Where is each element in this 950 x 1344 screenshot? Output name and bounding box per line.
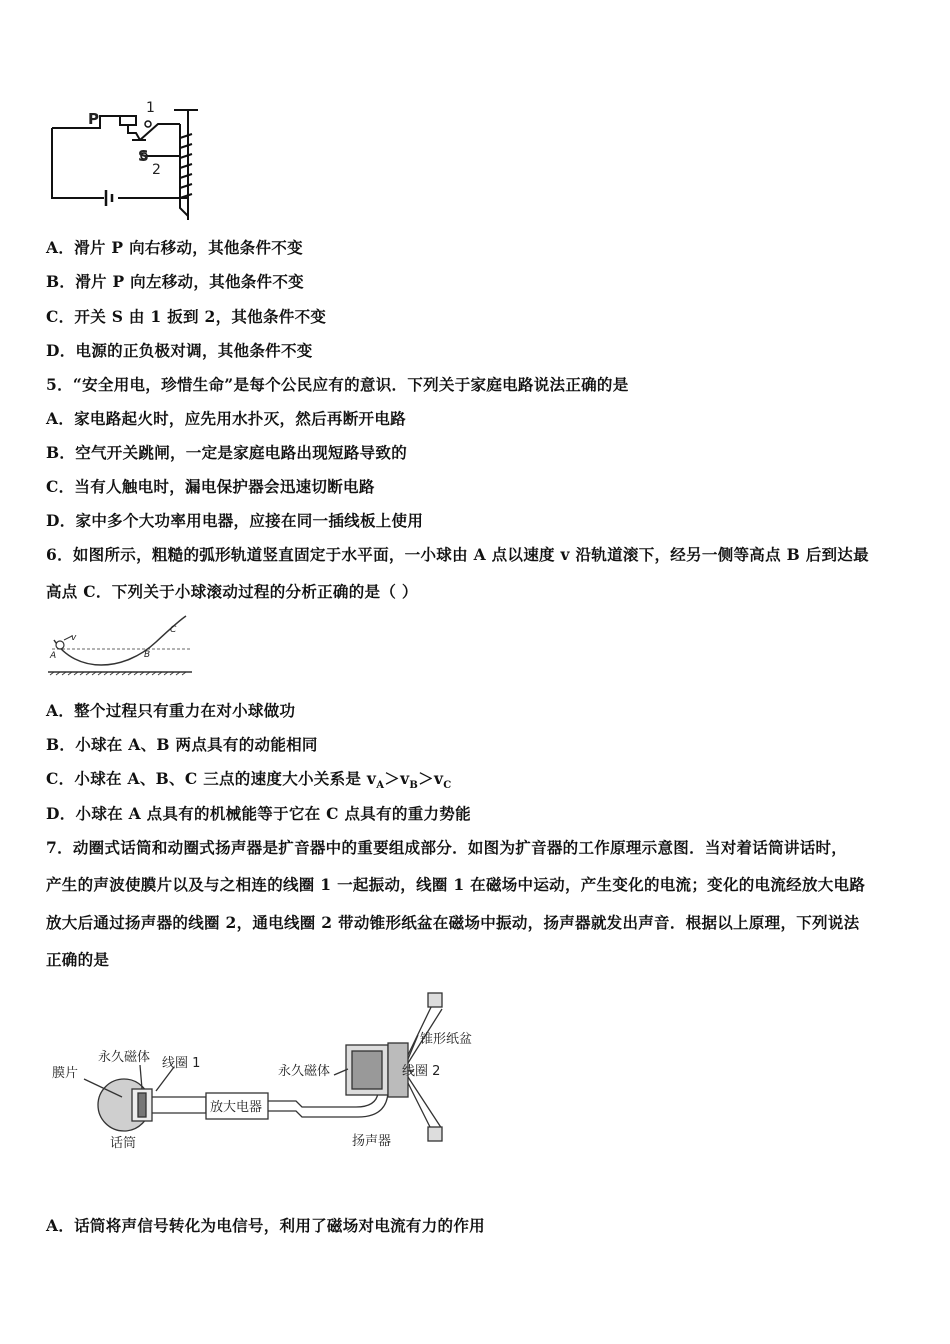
pos2-label: 2 xyxy=(152,162,161,178)
q6-gt2: ＞v xyxy=(418,769,444,788)
track-figure xyxy=(46,612,196,682)
point-b-label: B xyxy=(144,650,151,660)
q6-gt1: ＞v xyxy=(384,769,410,788)
s-label: S xyxy=(138,147,149,165)
q6-option-b: B．小球在 A、B 两点具有的动能相同 xyxy=(46,735,318,754)
q6-sub-b: B xyxy=(409,780,419,792)
speaker-label: 扬声器 xyxy=(352,1134,392,1149)
q7-stem-line2: 产生的声波使膜片以及与之相连的线圈 1 一起振动，线圈 1 在磁场中运动，产生变化的电流；变化的电流经放大电路 xyxy=(46,875,866,894)
magnet2-label: 永久磁体 xyxy=(278,1064,331,1079)
q6-sub-c: C xyxy=(443,780,452,792)
q5-option-a: A．家电路起火时，应先用水扑灭，然后再断开电路 xyxy=(46,409,406,428)
q7-stem-line3: 放大后通过扬声器的线圈 2，通电线圈 2 带动锥形纸盆在磁场中振动，扬声器就发出声音．根据以上原理，下列说法 xyxy=(46,913,860,932)
coil1-label: 线圈 1 xyxy=(162,1056,201,1071)
point-a-label: A xyxy=(50,651,57,661)
q6-option-d: D．小球在 A 点具有的机械能等于它在 C 点具有的重力势能 xyxy=(46,804,471,823)
cone-label: 锥形纸盆 xyxy=(420,1032,473,1047)
amp-label: 放大电器 xyxy=(210,1100,263,1115)
q6-option-a: A．整个过程只有重力在对小球做功 xyxy=(46,701,296,720)
amplifier-figure xyxy=(46,985,516,1160)
p-label: P xyxy=(88,110,99,128)
q7-stem-line1: 7．动圈式话筒和动圈式扬声器是扩音器中的重要组成部分．如图为扩音器的工作原理示意图．当对着话筒讲话时， xyxy=(46,838,848,857)
q6-sub-a: A xyxy=(376,780,385,792)
q6-stem-line2: 高点 C．下列关于小球滚动过程的分析正确的是（ ） xyxy=(46,582,418,601)
q4-option-c: C．开关 S 由 1 扳到 2，其他条件不变 xyxy=(46,307,327,326)
q7-option-a: A．话筒将声信号转化为电信号，利用了磁场对电流有力的作用 xyxy=(46,1216,485,1235)
q5-option-d: D．家中多个大功率用电器，应接在同一插线板上使用 xyxy=(46,511,424,530)
diaphragm-label: 膜片 xyxy=(52,1066,79,1081)
mic-label: 话筒 xyxy=(110,1136,137,1151)
q6-stem-line1: 6．如图所示，粗糙的弧形轨道竖直固定于水平面，一小球由 A 点以速度 v 沿轨道滚下，经另一侧等高点 B 后到达最 xyxy=(46,545,869,564)
coil2-label: 线圈 2 xyxy=(402,1064,441,1079)
velocity-label: v xyxy=(71,633,77,643)
q5-option-c: C．当有人触电时，漏电保护器会迅速切断电路 xyxy=(46,477,375,496)
q7-stem-line4: 正确的是 xyxy=(46,950,110,969)
q4-option-a: A．滑片 P 向右移动，其他条件不变 xyxy=(46,238,303,257)
q4-option-d: D．电源的正负极对调，其他条件不变 xyxy=(46,341,313,360)
q6-option-c-prefix: C．小球在 A、B、C 三点的速度大小关系是 v xyxy=(46,769,377,788)
q5-option-b: B．空气开关跳闸，一定是家庭电路出现短路导致的 xyxy=(46,443,408,462)
pos1-label: 1 xyxy=(146,100,155,116)
q6-option-c xyxy=(46,767,452,791)
circuit-figure xyxy=(40,98,220,226)
point-c-label: C xyxy=(170,625,177,635)
q5-stem: 5．“安全用电，珍惜生命”是每个公民应有的意识．下列关于家庭电路说法正确的是 xyxy=(46,375,629,394)
magnet1-label: 永久磁体 xyxy=(98,1050,151,1065)
q4-option-b: B．滑片 P 向左移动，其他条件不变 xyxy=(46,272,304,291)
